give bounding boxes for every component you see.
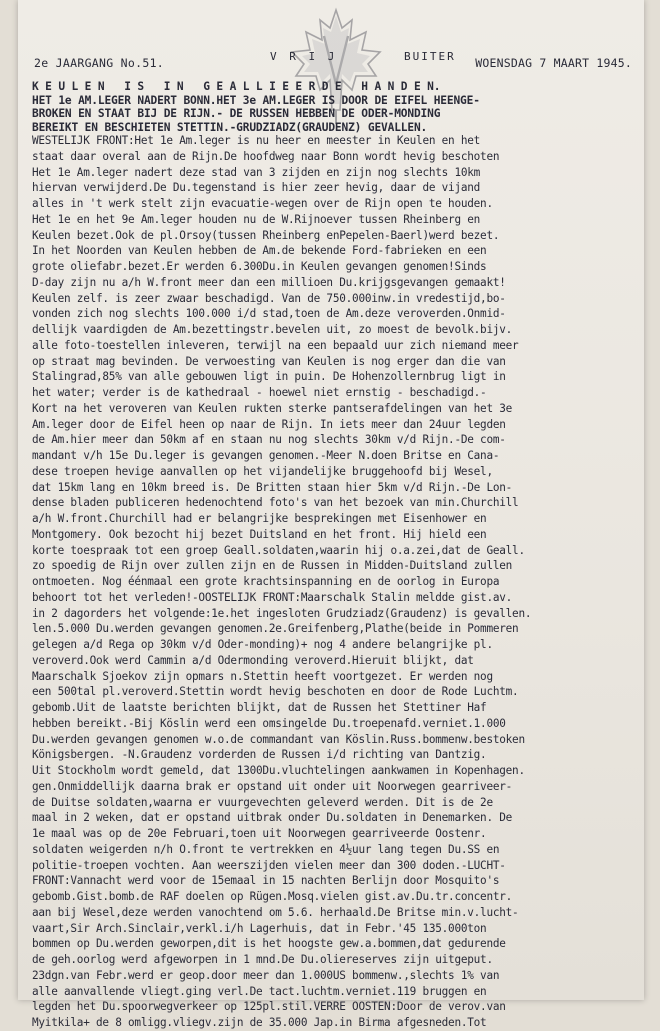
body-line: hiervan verwijderd.De Du.tegenstand is hier zeer hevig, daar de vijand: [32, 181, 481, 195]
body-line: vonden zich nog slechts 100.000 i/d stad,toen de Am.deze veroverden.Onmid-: [32, 307, 506, 321]
body-line: FRONT:Vannacht werd voor de 15emaal in 15 nachten Berlijn door Mosquito's: [32, 874, 500, 888]
headline-line: K E U L E N I S I N G E A L L I E E R D E H A N D E N.: [32, 80, 441, 93]
body-line: Du.werden gevangen genomen w.o.de commandant van Köslin.Russ.bommenw.bestoken: [32, 732, 525, 746]
body-line: politie-troepen vochten. Aan weerszijden vielen meer dan 300 doden.-LUCHT-: [32, 858, 506, 872]
body-line: Keulen zelf. is zeer zwaar beschadigd. Van de 750.000inw.in vredestijd,bo-: [32, 291, 506, 305]
body-line: de geh.oorlog werd afgeworpen in 1 mnd.De Du.oliereserves zijn uitgeput.: [32, 953, 493, 966]
body-line: Het 1e Am.leger nadert deze stad van 3 zijden en zijn nog slechts 10km: [32, 165, 481, 179]
body-line: in 2 dagorders het volgende:1e.het ingesloten Grudziadz(Graudenz) is gevallen.: [32, 606, 532, 620]
masthead-title-right: BUITER: [404, 50, 456, 63]
body-line: dense bladen publiceren hedenochtend foto's van het bezoek van min.Churchill: [32, 496, 519, 510]
body-line: soldaten weigerden n/h O.front te vertrekken en 4½uur lang tegen Du.SS en: [32, 842, 500, 856]
body-line: de Am.hier meer dan 50km af en staan nu nog slechts 30km v/d Rijn.-De com-: [32, 433, 506, 447]
body-line: mandant v/h 15e Du.leger is gevangen genomen.-Meer N.doen Britse en Cana-: [32, 449, 500, 462]
newsletter-sheet: [18, 0, 644, 1029]
body-line: behoort tot het verleden!-OOSTELIJK FRONT:Maarschalk Stalin meldde gist.av.: [32, 590, 513, 604]
body-line: ontmoeten. Nog éénmaal een grote krachtsinspanning en de oorlog in Europa: [32, 575, 500, 588]
body-line: Am.leger door de Eifel heen op naar de Rijn. In iets meer dan 24uur legden: [32, 417, 506, 431]
issue-date: WOENSDAG 7 MAART 1945.: [475, 56, 632, 70]
masthead-title-left: V R I J: [270, 50, 338, 63]
masthead: [34, 50, 632, 74]
body-line: gen.Onmiddellijk daarna brak er opstand uit onder uit Noorwegen gearriveer-: [32, 779, 513, 793]
body-line: D-day zijn nu a/h W.front meer dan een millioen Du.krijgsgevangen gemaakt!: [32, 275, 506, 289]
body-line: staat daar overal aan de Rijn.De hoofdweg naar Bonn wordt hevig beschoten: [32, 149, 500, 163]
issue-number: 2e JAARGANG No.51.: [34, 56, 165, 70]
body-line: grote oliefabr.bezet.Er werden 6.300Du.in Keulen gevangen genomen!Sinds: [32, 260, 487, 273]
body-line: dese troepen hevige aanvallen op het vijandelijke bruggehoofd bij Wesel,: [32, 464, 493, 478]
body-line: op straat mag bevinden. De verwoesting van Keulen is nog erger dan die van: [32, 354, 506, 368]
body-line: een 500tal pl.veroverd.Stettin wordt hevig beschoten en door de Rode Luchtm.: [32, 685, 519, 699]
body-line: aan bij Wesel,deze werden vanochtend om 5.6. herhaald.De Britse min.v.lucht-: [32, 905, 519, 919]
body-line: Königsbergen. -N.Graudenz vorderden de Russen i/d richting van Dantzig.: [32, 748, 487, 762]
body-line: alle aanvallende vliegt.ging verl.De tact.luchtm.verniet.119 bruggen en: [32, 984, 487, 998]
body-line: de Duitse soldaten,waarna er vuurgevechten geleverd werden. Dit is de 2e: [32, 795, 493, 809]
body-line: legden het Du.spoorwegverkeer op 125pl.stil.VERRE OOSTEN:Door de verov.van: [32, 1000, 506, 1014]
body-line: Kort na het veroveren van Keulen rukten sterke pantserafdelingen van het 3e: [32, 401, 513, 415]
body-line: 1e maal was op de 20e Februari,toen uit Noorwegen gearriveerde Oostenr.: [32, 827, 487, 840]
body-line: Het 1e en het 9e Am.leger houden nu de W.Rijnoever tussen Rheinberg en: [32, 212, 481, 226]
body-line: vaart,Sir Arch.Sinclair,verkl.i/h Lagerhuis, dat in Febr.'45 135.000ton: [32, 921, 487, 935]
body-line: bommen op Du.werden geworpen,dit is het hoogste gew.a.bommen,dat gedurende: [32, 937, 506, 951]
article-body: [32, 133, 636, 1031]
headline-block: [32, 80, 632, 134]
body-line: gebomb.Gist.bomb.de RAF doelen op Rügen.Mosq.vielen gist.av.Du.tr.concentr.: [32, 890, 513, 903]
body-line: veroverd.Ook werd Cammin a/d Odermonding veroverd.Hieruit blijkt, dat: [32, 653, 474, 667]
body-line: hebben bereikt.-Bij Köslin werd een omsingelde Du.troepenafd.verniet.1.000: [32, 716, 506, 730]
body-line: 23dgn.van Febr.werd er geop.door meer dan 1.000US bommenw.,slechts 1% van: [32, 968, 500, 982]
body-line: In het Noorden van Keulen hebben de Am.de bekende Ford-fabrieken en een: [32, 244, 487, 258]
body-line: korte toespraak tot een groep Geall.soldaten,waarin hij o.a.zei,dat de Geall.: [32, 543, 525, 557]
body-line: Maarschalk Sjoekov zijn opmars n.Stettin heeft voortgezet. Er werden nog: [32, 669, 493, 683]
body-line: Montgomery. Ook bezocht hij bezet Duitsland en het front. Hij hield een: [32, 527, 487, 541]
body-line: alle foto-toestellen inleveren, terwijl na een bepaald uur zich niemand meer: [32, 338, 519, 352]
headline-line: BEREIKT EN BESCHIETEN STETTIN.-GRUDZIADZ(GRAUDENZ) GEVALLEN.: [32, 120, 428, 134]
body-line: gelegen a/d Rega op 30km v/d Oder-monding)+ nog 4 andere belangrijke pl.: [32, 638, 493, 651]
headline-line: BROKEN EN STAAT BIJ DE RIJN.- DE RUSSEN HEBBEN DE ODER-MONDING: [32, 107, 441, 120]
body-line: zo spoedig de Rijn over zullen zijn en de Russen in Midden-Duitsland zullen: [32, 559, 513, 573]
headline-line: HET 1e AM.LEGER NADERT BONN.HET 3e AM.LEGER IS DOOR DE EIFEL HEENGE-: [32, 93, 480, 107]
body-line: het water; verder is de kathedraal - hoewel niet ernstig - beschadigd.-: [32, 386, 487, 399]
body-line: WESTELIJK FRONT:Het 1e Am.leger is nu heer en meester in Keulen en het: [32, 134, 481, 147]
body-line: dellijk vaardigden de Am.bezettingstr.bevelen uit, zo moest de bevolk.bijv.: [32, 323, 513, 336]
body-line: len.5.000 Du.werden gevangen genomen.2e.Greifenberg,Plathe(beide in Pommeren: [32, 622, 519, 636]
body-line: gebomb.Uit de laatste berichten blijkt, dat de Russen het Stettiner Haf: [32, 701, 487, 714]
body-line: Myitkila+ de 8 omligg.vliegv.zijn de 35.000 Jap.in Birma afgesneden.Tot: [32, 1016, 487, 1029]
body-line: a/h W.front.Churchill had er belangrijke besprekingen met Eisenhower en: [32, 512, 487, 525]
body-line: Stalingrad,85% van alle gebouwen ligt in puin. De Hohenzollernbrug ligt in: [32, 370, 506, 384]
body-line: Uit Stockholm wordt gemeld, dat 1300Du.vluchtelingen aankwamen in Kopenhagen.: [32, 764, 525, 777]
body-line: dat 15km lang en 10km breed is. De Britten staan hier 5km v/d Rijn.-De Lon-: [32, 480, 513, 494]
body-line: alles in 't werk stelt zijn evacuatie-wegen over de Rijn open te houden.: [32, 197, 493, 210]
body-line: maal in 2 weken, dat er opstand uitbrak onder Du.soldaten in Denemarken. De: [32, 811, 513, 825]
body-line: Keulen bezet.Ook de pl.Orsoy(tussen Rheinberg enPepelen-Baerl)werd bezet.: [32, 228, 500, 242]
